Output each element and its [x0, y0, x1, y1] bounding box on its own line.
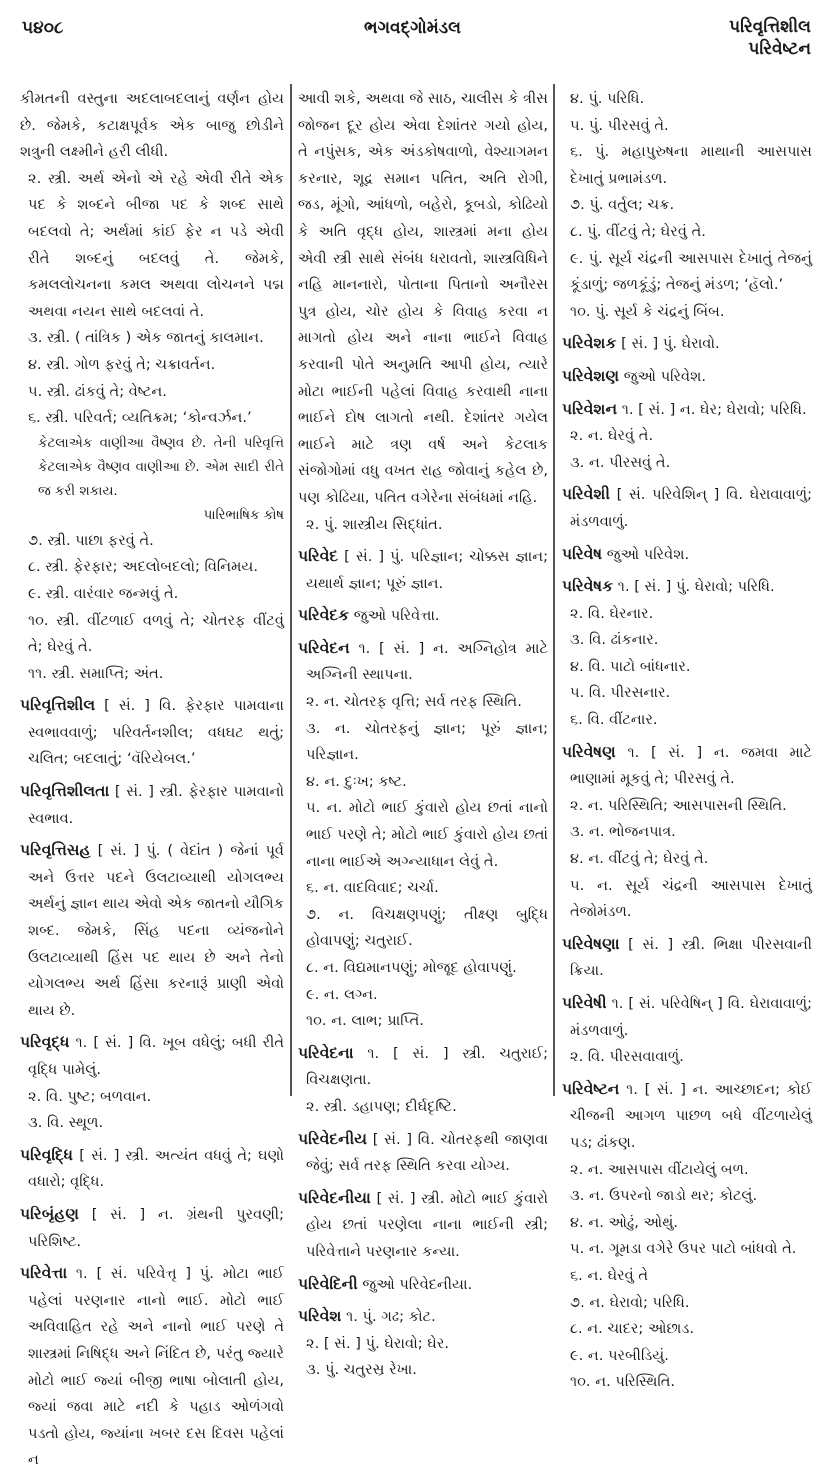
definition-text: ૮. ન. વિદ્યમાનપણું; મોજૂદ હોવાપણું.	[306, 959, 517, 976]
dictionary-entry	[20, 837, 284, 1024]
guide-word-first: પરિવૃત્તિશીલ	[729, 17, 811, 37]
dictionary-entry	[562, 990, 812, 1044]
sense-line	[20, 528, 284, 555]
definition-text: ૬. પું. મહાપુરુષના માથાની આસપાસ દેખાતું પ્રભામંડળ.	[570, 143, 812, 187]
dictionary-entry	[298, 1185, 548, 1266]
definition-text: ૧. [ સં. ] સ્ત્રી. ચતુરાઈ; વિચક્ષણતા.	[306, 1044, 548, 1089]
definition-text: ૭. ન. ઘેરાવો; પરિધિ.	[570, 1293, 690, 1311]
sense-line	[20, 379, 284, 406]
sense-line	[298, 769, 548, 796]
sense-line	[562, 1210, 812, 1237]
sense-line	[20, 581, 284, 608]
sense-line	[562, 1343, 812, 1370]
definition-text: ૨. સ્ત્રી. ડહાપણ; દીર્ઘદૃષ્ટિ.	[306, 1097, 457, 1115]
headword: પરિવૃત્તિશીલ	[20, 696, 96, 715]
definition-text: ૬. વિ. વીંટનાર.	[570, 711, 658, 729]
sense-line	[562, 707, 812, 734]
sense-line	[298, 689, 548, 716]
definition-text: ૧૦. ન. પરિસ્થિતિ.	[570, 1373, 676, 1391]
definition-text: ૩. ન. ભોજનપાત્ર.	[570, 823, 676, 841]
sense-line	[562, 846, 812, 873]
sense-line	[562, 1236, 812, 1263]
definition-text: ૮. સ્ત્રી. ફેરફાર; અદલોબદલો; વિનિમય.	[28, 558, 258, 576]
definition-text: ૧. [ સં. પરિવેત્તૃ ] પું. મોટા ભાઈ પહેલાં પરણનાર નાનો ભાઈ. મોટો ભાઈ અવિવાહિત રહે અને નાનો ભાઈ પરણે તે શાસ્ત્રમાં નિષિદ્ધ અને નિંદિત છે, પરંતુ જ્યારે મોટો ભાઈ જ્યાં બીજી ભાષા બોલાતી હોય, જ્યાં જવા માટે નદી કે પહાડ ઓળંગવો પડતો હોય, જ્યાંના ખબર દસ દિવસ પહેલાં ન	[28, 1265, 284, 1469]
sense-line	[562, 601, 812, 628]
definition-text: કેટલાએક વાણીઆ વૈષ્ણવ છે. તેની પરિવૃત્તિ કેટલાએક વૈષ્ણવ વાણીઆ છે. એમ સાદી રીતે જ કરી શકાય.	[38, 435, 284, 499]
definition-text: ૫. પું. પીરસવું તે.	[570, 116, 669, 134]
definition-text: ૧૦. પું. સૂર્ય કે ચંદ્રનું બિંબ.	[570, 302, 725, 320]
headword: પરિવેદક	[298, 606, 350, 625]
definition-text: [ સં. ] સ્ત્રી. મોટો ભાઈ કુંવારો હોય છતાં પરણેલા નાના ભાઈની સ્ત્રી; પરિવેત્તાને પરણનાર કન્યા.	[306, 1189, 548, 1260]
headword: પરિવેશી	[562, 485, 610, 504]
dictionary-entry	[298, 1126, 548, 1180]
dictionary-entry	[562, 481, 812, 535]
definition-text: [ સં. ] વિ. ફેરફાર પામવાના સ્વભાવવાળું; પરિવર્તનશીલ; વધઘટ થતું; ચલિત; બદલાતું; ‘વૅરિયેબલ.’	[28, 697, 285, 768]
definition-text: ૧. પું. ગઢ; કોટ.	[346, 1308, 436, 1326]
sense-line	[20, 608, 284, 661]
dictionary-entry	[562, 739, 812, 793]
definition-text: ૪. ન. વીંટવું તે; ઘેરવું તે.	[570, 850, 709, 868]
sense-line	[298, 955, 548, 982]
headword: પરિબૃંહણ	[20, 1204, 79, 1223]
definition-text: જુઓ પરિવેશ.	[623, 367, 706, 385]
sense-line	[562, 1157, 812, 1184]
definition-text: ૪. સ્ત્રી. ગોળ ફરવું તે; ચક્રાવર્તન.	[28, 355, 216, 373]
column-3	[562, 86, 812, 1396]
definition-text: ૨. ન. ઘેરવું તે.	[570, 427, 654, 445]
headword: પરિવેષક	[562, 577, 614, 596]
sense-line	[20, 352, 284, 379]
column-divider	[290, 84, 292, 1096]
definition-text: ૩. વિ. સ્થૂળ.	[28, 1114, 104, 1132]
definition-text: ૯. સ્ત્રી. વારંવાર જન્મવું તે.	[28, 584, 179, 602]
sense-line	[298, 1331, 548, 1358]
sense-line	[298, 902, 548, 955]
sense-line	[562, 450, 812, 477]
sense-line	[20, 554, 284, 581]
definition-text: ૧. [ સં. ] ન. જમવા માટે ભાણામાં મૂકવું તે; પીરસવું તે.	[570, 743, 813, 788]
definition-text: ૧૦. ન. લાભ; પ્રાપ્તિ.	[306, 1012, 424, 1030]
definition-text: જુઓ પરિવેદનીયા.	[362, 1275, 473, 1293]
sense-line	[562, 86, 812, 113]
column-1	[20, 86, 284, 1474]
definition-text: ૬. સ્ત્રી. પરિવર્ત; વ્યતિક્રમ; ‘કોન્વર્ઝન.’	[28, 409, 252, 427]
definition-text: આવી શકે, અથવા જે સાઠ, ચાલીસ કે ત્રીસ જોજન દૂર હોય એવા દેશાંતર ગયો હોય, તે નપુંસક, એક અંડકોષવાળો, વેશ્યાગમન કરનાર, શૂદ્ર સમાન પતિત, અતિ રોગી, જડ, મૂંગો, આંધળો, બહેરો, કૂબડો, કોઢિયો કે અતિ વૃદ્ધ હોય, શાસ્ત્રમાં મના હોય એવી સ્ત્રી સાથે સંબંધ ધરાવતો, શાસ્ત્રવિધિને નહિ માનનારો, પોતાના પિતાનો અનૌરસ પુત્ર હોય, ચોર હોય કે વિવાહ કરવા ન માગતો હોય અને નાના ભાઈને વિવાહ કરવાની પોતે અનુમતિ આપી હોય, ત્યારે મોટા ભાઈની પહેલાં વિવાહ કરવાથી નાના ભાઈને દોષ લાગતો નથી. દેશાંતર ગયેલ ભાઈને માટે ત્રણ વર્ષ અને કેટલાક સંજોગોમાં વધુ વખત રાહ જોવાનું કહેલ છે, પણ કોઢિયા, પતિત વગેરેના સંબંધમાં નહિ.	[298, 90, 548, 506]
sense-line	[562, 299, 812, 326]
definition-text: ૫. ન. મોટો ભાઈ કુંવારો હોય છતાં નાનો ભાઈ પરણે તે; મોટો ભાઈ કુંવારો હોય છતાં નાના ભાઈએ અગ્ન્યાધાન લેવું તે.	[306, 799, 548, 870]
headword: પરિવેષણા	[562, 934, 620, 953]
definition-text: કીમતની વસ્તુના અદલાબદલાનું વર્ણન હોય છે. જેમકે, કટાક્ષપૂર્વક એક બાજુ છોડીને શત્રુની લક્ષ્મીને હરી લીધી.	[20, 90, 284, 161]
definition-text: ૧. [ સં. ] પું. ઘેરાવો; પરિધિ.	[617, 578, 775, 596]
definition-text: [ સં. ] સ્ત્રી. અત્યંત વધવું તે; ઘણો વધારો; વૃદ્ધિ.	[28, 1146, 284, 1191]
sense-line	[298, 1357, 548, 1384]
headword: પરિવેશ	[298, 1307, 342, 1326]
dictionary-entry	[20, 778, 284, 832]
sense-line	[298, 875, 548, 902]
definition-text: ૨. ન. ચોતરફ વૃત્તિ; સર્વ તરફ સ્થિતિ.	[306, 693, 522, 711]
definition-text: [ સં. ] ન. ગ્રંથની પુરવણી; પરિશિષ્ટ.	[28, 1205, 285, 1250]
sense-line	[562, 1290, 812, 1317]
sense-line	[562, 1263, 812, 1290]
headword: પરિવૃદ્ધ	[20, 1033, 70, 1052]
definition-text: ૯. ન. પરબીડિયું.	[570, 1346, 669, 1364]
dictionary-entry	[562, 396, 812, 424]
dictionary-entry	[298, 1271, 548, 1299]
headword: પરિવેષણ	[562, 742, 616, 761]
definition-text: ૨. વિ. ઘેરનાર.	[570, 604, 654, 622]
definition-text: ૧. [ સં. ] વિ. ખૂબ વધેલું; બધી રીતે વૃદ્ધિ પામેલું.	[28, 1034, 284, 1078]
headword: પરિવેષી	[562, 994, 607, 1012]
headword: પરિવેદન	[298, 638, 350, 657]
definition-text: [ સં. ] સ્ત્રી. ભિક્ષા પીરસવાની ક્રિયા.	[570, 935, 812, 980]
headword: પરિવેદનીય	[298, 1129, 367, 1148]
sense-line	[562, 654, 812, 681]
definition-text: ૨. વિ. પુષ્ટ; બળવાન.	[28, 1087, 152, 1105]
definition-text: જુઓ પરિવેશ.	[606, 545, 690, 563]
headword: પરિવેશન	[562, 399, 618, 418]
dictionary-entry	[20, 692, 284, 773]
dictionary-entry	[298, 1303, 548, 1331]
sense-line	[20, 1084, 284, 1111]
definition-text: [ સં. ] પું. ( વેદાંત ) જેનાં પૂર્વ અને ઉત્તર પદને ઉલટાવ્યાથી યોગલભ્ય અર્થનું જ્ઞાન થાય એવો એક જાતનો યૌગિક શબ્દ. જેમકે, સિંહ પદના વ્યંજનોને ઉલટાવ્યાથી હિંસ પદ થાય છે અને તેનો યોગલભ્ય અર્થ હિંસા કરનારૂં પ્રાણી એવો થાય છે.	[28, 842, 285, 1019]
definition-text: [ સં. ] સ્ત્રી. ફેરફાર પામવાનો સ્વભાવ.	[28, 783, 284, 827]
sense-line	[562, 1044, 812, 1071]
sense-line	[562, 873, 812, 926]
page-number: ૫૪૦૮	[22, 18, 64, 38]
continued-text	[298, 86, 548, 512]
definition-text: [ સં. ] પું. ઘેરાવો.	[621, 335, 720, 353]
headword: પરિવેદનીયા	[298, 1188, 371, 1207]
usage-quote	[20, 432, 284, 528]
guide-word-last: પરિવેષ્ટન	[748, 39, 811, 59]
sense-line	[562, 680, 812, 707]
definition-text: ૨. ન. પરિસ્થિતિ; આસપાસની સ્થિતિ.	[570, 796, 787, 814]
definition-text: ૨. વિ. પીરસવાવાળું.	[570, 1048, 684, 1066]
definition-text: ૧. [ સં. ] ન. અગ્નિહોત્ર માટે અગ્નિની સ્થાપના.	[306, 639, 549, 684]
definition-text: ૫. ન. ગૂમડા વગેરે ઉપર પાટો બાંધવો તે.	[570, 1240, 797, 1258]
sense-line	[20, 405, 284, 432]
sense-line	[298, 716, 548, 769]
definition-text: ૮. પું. વીંટવું તે; ઘેરવું તે.	[570, 222, 706, 240]
definition-text: ૫. વિ. પીરસનાર.	[570, 684, 671, 702]
definition-text: ૭. ન. વિચક્ષણપણું; તીક્ષ્ણ બુદ્ધિ હોવાપણું; ચતુરાઈ.	[306, 905, 548, 950]
definition-text: ૩. ન. પીરસવું તે.	[570, 453, 671, 471]
headword: પરિવેષ	[562, 544, 603, 563]
sense-line	[562, 423, 812, 450]
sense-line	[562, 246, 812, 299]
guide-words	[729, 16, 811, 60]
sense-line	[562, 1316, 812, 1343]
definition-text: ૨. સ્ત્રી. અર્થ એનો એ રહે એવી રીતે એક પદ કે શબ્દને બીજા પદ કે શબ્દ સાથે બદલવો તે; અર્થમાં કાંઈ ફેર ન પડે એવી રીતે શબ્દનું બદલવું તે. જેમકે, કમલલોચનના કમલ અથવા લોચનને પદ્મ અથવા નયન સાથે બદલવાં તે.	[28, 169, 284, 320]
dictionary-entry	[20, 1201, 284, 1255]
definition-text: [ સં. પરિવેશિન્ ] વિ. ઘેરાવાવાળું; મંડળવાળું.	[570, 486, 813, 530]
definition-text: ૪. ન. ઓઢું, ઓથું.	[570, 1213, 678, 1231]
dictionary-entry	[20, 1029, 284, 1083]
definition-text: ૩. ન. ચોતરફનું જ્ઞાન; પૂરું જ્ઞાન; પરિજ્ઞાન.	[306, 719, 548, 764]
sense-line	[562, 192, 812, 219]
sense-line	[20, 661, 284, 688]
sense-line	[562, 793, 812, 820]
definition-text: ૩. વિ. ઢાંકનાર.	[570, 631, 659, 649]
definition-text: ૭. સ્ત્રી. પાછા ફરવું તે.	[28, 531, 154, 549]
dictionary-entry	[562, 573, 812, 601]
definition-text: ૩. પું. ચતુરસ્ર રેખા.	[306, 1361, 417, 1379]
headword: પરિવેદના	[298, 1043, 354, 1062]
sense-line	[298, 512, 548, 539]
dictionary-entry	[20, 1142, 284, 1196]
dictionary-entry	[298, 1040, 548, 1094]
definition-text: ૬. ન. ઘેરવું તે	[570, 1266, 649, 1284]
definition-text: ૪. વિ. પાટો બાંધનાર.	[570, 657, 691, 675]
dictionary-entry	[562, 931, 812, 985]
definition-text: ૪. પું. પરિધિ.	[570, 90, 645, 107]
sense-line	[298, 1094, 548, 1121]
definition-text: ૪. ન. દુઃખ; કષ્ટ.	[306, 772, 407, 790]
definition-text: ૯. પું. સૂર્ય ચંદ્રની આસપાસ દેખાતું તેજનું કૂંડાળું; જળકૂંડું; તેજનું મંડળ; ‘હૅલો.’	[570, 249, 812, 294]
quote-source: પારિભાષિક કોષ	[203, 507, 284, 523]
sense-line	[562, 627, 812, 654]
headword: પરિવૃદ્ધિ	[20, 1145, 74, 1164]
sense-line	[562, 219, 812, 246]
sense-line	[562, 113, 812, 140]
sense-line	[562, 819, 812, 846]
column-2	[298, 86, 548, 1384]
definition-text: [ સં. ] પું. પરિજ્ઞાન; ચોક્કસ જ્ઞાન; યથાર્થ જ્ઞાન; પૂરું જ્ઞાન.	[306, 548, 549, 592]
definition-text: ૯. ન. લગ્ન.	[306, 985, 378, 1003]
definition-text: [ સં. ] વિ. ચોતરફથી જાણવા જેવું; સર્વ તરફ સ્થિતિ કરવા યોગ્ય.	[306, 1130, 548, 1175]
dictionary-entry	[298, 635, 548, 689]
sense-line	[562, 139, 812, 192]
definition-text: ૨. પું. શાસ્ત્રીય સિદ્ધાંત.	[306, 515, 443, 533]
definition-text: ૨. [ સં. ] પું. ઘેરાવો; ઘેર.	[306, 1334, 450, 1352]
dictionary-entry	[298, 543, 548, 597]
continued-text	[20, 86, 284, 166]
dictionary-entry	[562, 330, 812, 358]
dictionary-entry	[562, 363, 812, 391]
sense-line	[562, 1369, 812, 1396]
definition-text: ૧. [ સં. પરિવેષિન્ ] વિ. ઘેરાવાવાળું; મંડળવાળું.	[570, 995, 812, 1039]
definition-text: ૬. ન. વાદવિવાદ; ચર્ચા.	[306, 879, 439, 897]
definition-text: ૨. ન. આસપાસ વીંટાયેલું બળ.	[570, 1160, 749, 1178]
dictionary-entry	[562, 1076, 812, 1157]
definition-text: ૧૧. સ્ત્રી. સમાપ્તિ; અંત.	[28, 664, 164, 682]
definition-text: ૭. પું. વર્તુલ; ચક્ર.	[570, 196, 675, 214]
headword: પરિવેષ્ટન	[562, 1079, 620, 1098]
definition-text: ૩. સ્ત્રી. ( તાંત્રિક ) એક જાતનું કાલમાન.	[28, 329, 264, 347]
sense-line	[298, 982, 548, 1009]
sense-line	[20, 1110, 284, 1137]
definition-text: ૩. ન. ઉપરનો જાડો થર; કોટલું.	[570, 1187, 758, 1205]
sense-line	[20, 166, 284, 326]
definition-text: ૧. [ સં. ] ન. ઘેર; ઘેરાવો; પરિધિ.	[621, 400, 807, 418]
sense-line	[298, 1008, 548, 1035]
headword: પરિવેદિની	[298, 1274, 358, 1293]
dictionary-entry	[298, 602, 548, 630]
headword: પરિવેદ	[298, 547, 339, 566]
sense-line	[20, 325, 284, 352]
headword: પરિવેશણ	[562, 366, 620, 385]
headword: પરિવેત્તા	[20, 1264, 68, 1283]
headword: પરિવેશક	[562, 334, 617, 353]
sense-line	[562, 1183, 812, 1210]
dictionary-entry	[562, 541, 812, 569]
definition-text: ૮. ન. ચાદર; ઓછાડ.	[570, 1320, 695, 1338]
sense-line	[298, 795, 548, 875]
headword: પરિવૃત્તિસહ	[20, 841, 91, 860]
headword: પરિવૃત્તિશીલતા	[20, 782, 110, 801]
definition-text: ૫. સ્ત્રી. ઢાંકવું તે; વેષ્ટન.	[28, 382, 167, 400]
definition-text: જુઓ પરિવેત્તા.	[353, 607, 440, 625]
dictionary-entry	[20, 1260, 284, 1474]
definition-text: ૧. [ સં. ] ન. આચ્છાદન; કોઈ ચીજની આગળ પાછળ બધે વીંટળાયેલું પડ; ઢાંકણ.	[570, 1080, 812, 1151]
definition-text: ૧૦. સ્ત્રી. વીંટળાઈ વળવું તે; ચોતરફ વીંટવું તે; ઘેરવું તે.	[28, 611, 284, 656]
running-title: ભગવદ્ગોમંડલ	[364, 18, 461, 38]
definition-text: ૫. ન. સૂર્ય ચંદ્રની આસપાસ દેખાતું તેજોમંડળ.	[570, 876, 812, 921]
column-divider	[553, 84, 555, 1096]
